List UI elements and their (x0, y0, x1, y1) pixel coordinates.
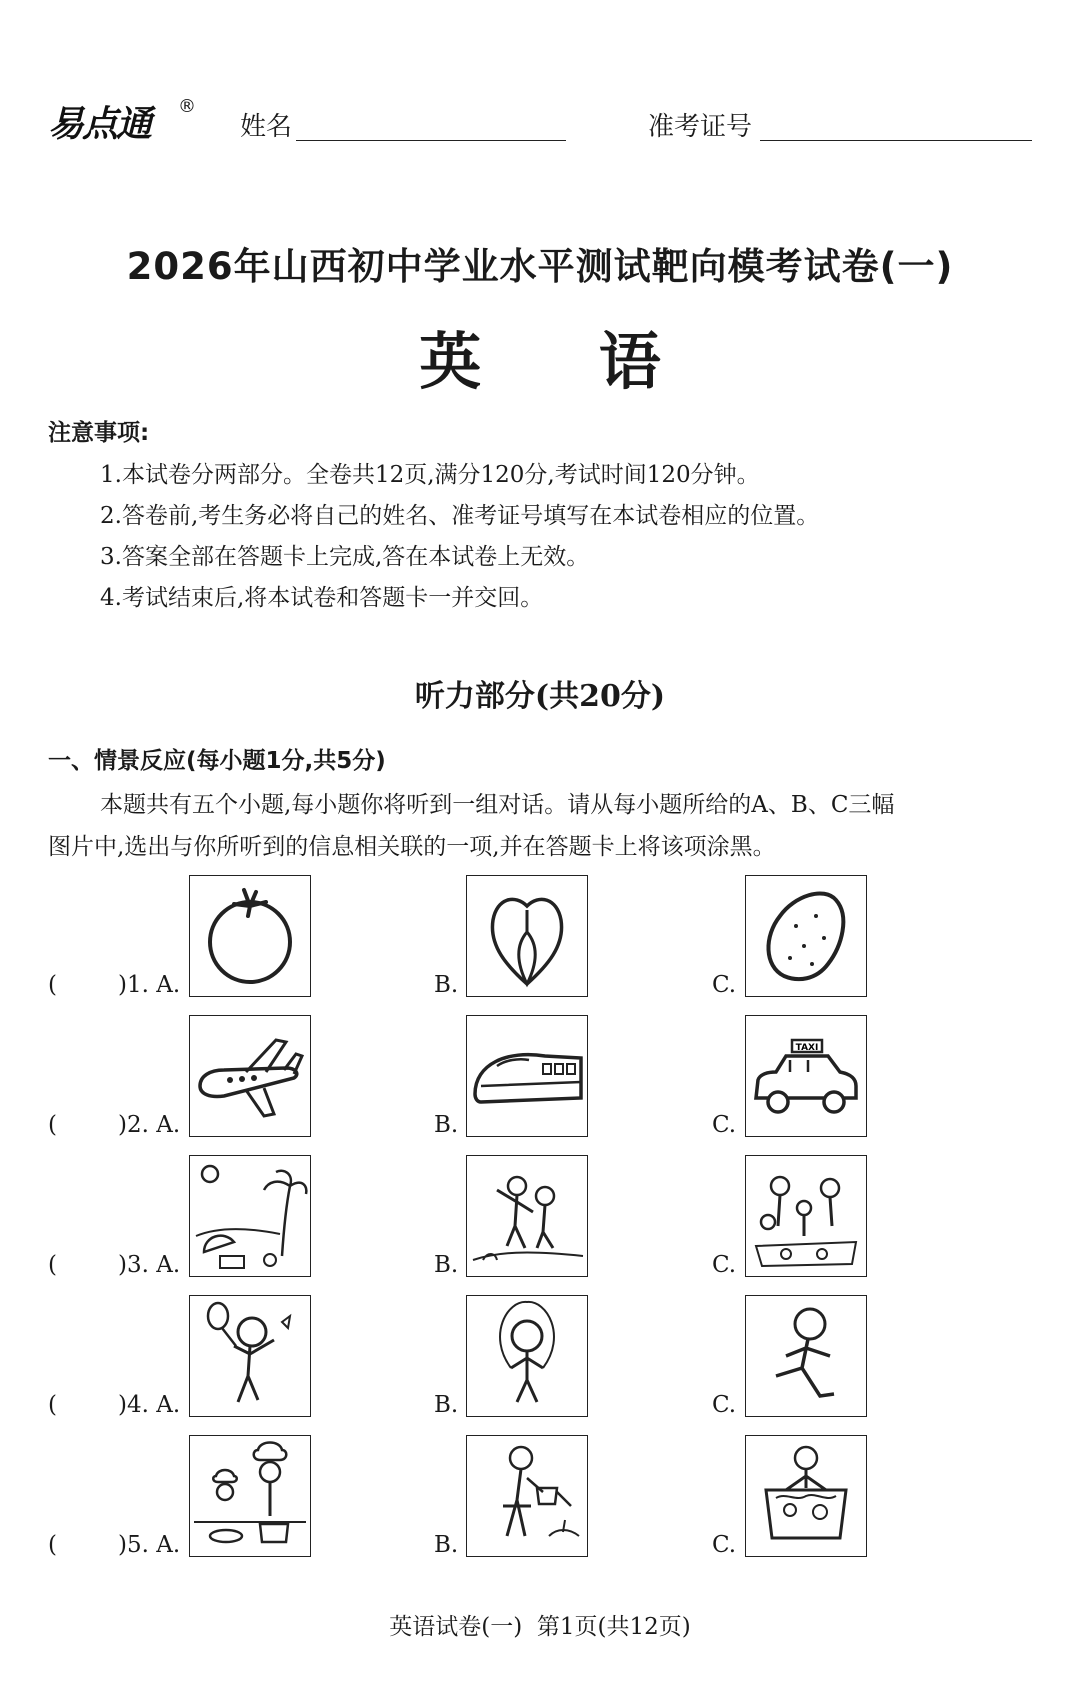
q3-option-b-hiking-image[interactable] (466, 1155, 588, 1277)
notes-heading: 注意事项: (48, 420, 150, 446)
answer-paren: ( (48, 972, 57, 998)
registered-mark: ® (178, 96, 196, 117)
answer-paren: ( (48, 1392, 57, 1418)
option-c-label: C. (712, 1252, 737, 1278)
cooking-icon (190, 1436, 310, 1556)
option-b-label: B. (434, 1392, 459, 1418)
hiking-icon (467, 1156, 587, 1276)
q5-option-a-cooking-image[interactable] (189, 1435, 311, 1557)
washing-icon (746, 1436, 866, 1556)
name-field[interactable] (296, 140, 566, 141)
q3-option-a-beach-image[interactable] (189, 1155, 311, 1277)
publisher-logo (48, 96, 198, 150)
option-c-label: C. (712, 1532, 737, 1558)
picnic-icon (746, 1156, 866, 1276)
note-item: 3.答案全部在答题卡上完成,答在本试卷上无效。 (100, 544, 590, 570)
q4-option-a-badminton-image[interactable] (189, 1295, 311, 1417)
airplane-icon (190, 1016, 310, 1136)
running-icon (746, 1296, 866, 1416)
q5-option-b-watering-image[interactable] (466, 1435, 588, 1557)
question-2-label: )2. A. (118, 1112, 181, 1138)
q2-option-c-taxi-image[interactable] (745, 1015, 867, 1137)
option-c-label: C. (712, 1112, 737, 1138)
question-1-label: )1. A. (118, 972, 181, 998)
answer-paren: ( (48, 1112, 57, 1138)
watering-icon (467, 1436, 587, 1556)
potato-icon (746, 876, 866, 996)
question-4-label: )4. A. (118, 1392, 181, 1418)
part1-heading: 一、情景反应(每小题1分,共5分) (48, 748, 386, 774)
option-c-label: C. (712, 1392, 737, 1418)
tomato-icon (190, 876, 310, 996)
question-5-label: )5. A. (118, 1532, 181, 1558)
q4-option-b-jump-rope-image[interactable] (466, 1295, 588, 1417)
q2-option-a-airplane-image[interactable] (189, 1015, 311, 1137)
q1-option-c-potato-image[interactable] (745, 875, 867, 997)
answer-paren: ( (48, 1252, 57, 1278)
exam-id-label: 准考证号 (648, 112, 753, 142)
page-footer: 英语试卷(一) 第1页(共12页) (389, 1614, 691, 1640)
option-b-label: B. (434, 1112, 459, 1138)
q1-option-b-cabbage-image[interactable] (466, 875, 588, 997)
logo-text: 易点通 (48, 104, 151, 145)
train-icon (467, 1016, 587, 1136)
jump-rope-icon (467, 1296, 587, 1416)
exam-title: 2026年山西初中学业水平测试靶向模考试卷(一) (126, 245, 954, 288)
q2-option-b-train-image[interactable] (466, 1015, 588, 1137)
q3-option-c-picnic-image[interactable] (745, 1155, 867, 1277)
option-b-label: B. (434, 1252, 459, 1278)
note-item: 1.本试卷分两部分。全卷共12页,满分120分,考试时间120分钟。 (100, 462, 760, 488)
listening-section-title: 听力部分(共20分) (414, 679, 666, 714)
taxi-icon (746, 1016, 866, 1136)
instruction-line-2: 图片中,选出与你所听到的信息相关联的一项,并在答题卡上将该项涂黑。 (48, 834, 776, 860)
instruction-line-1: 本题共有五个小题,每小题你将听到一组对话。请从每小题所给的A、B、C三幅 (100, 792, 895, 818)
q4-option-c-running-image[interactable] (745, 1295, 867, 1417)
q1-option-a-tomato-image[interactable] (189, 875, 311, 997)
exam-id-field[interactable] (760, 140, 1032, 141)
beach-icon (190, 1156, 310, 1276)
cabbage-icon (467, 876, 587, 996)
subject-title: 英 语 (419, 325, 709, 398)
answer-paren: ( (48, 1532, 57, 1558)
note-item: 4.考试结束后,将本试卷和答题卡一并交回。 (100, 585, 544, 611)
option-b-label: B. (434, 1532, 459, 1558)
taxi-sign-text: TAXI (795, 1043, 819, 1053)
q5-option-c-washing-image[interactable] (745, 1435, 867, 1557)
badminton-icon (190, 1296, 310, 1416)
option-c-label: C. (712, 972, 737, 998)
name-label: 姓名 (240, 112, 293, 142)
question-3-label: )3. A. (118, 1252, 181, 1278)
note-item: 2.答卷前,考生务必将自己的姓名、准考证号填写在本试卷相应的位置。 (100, 503, 820, 529)
option-b-label: B. (434, 972, 459, 998)
